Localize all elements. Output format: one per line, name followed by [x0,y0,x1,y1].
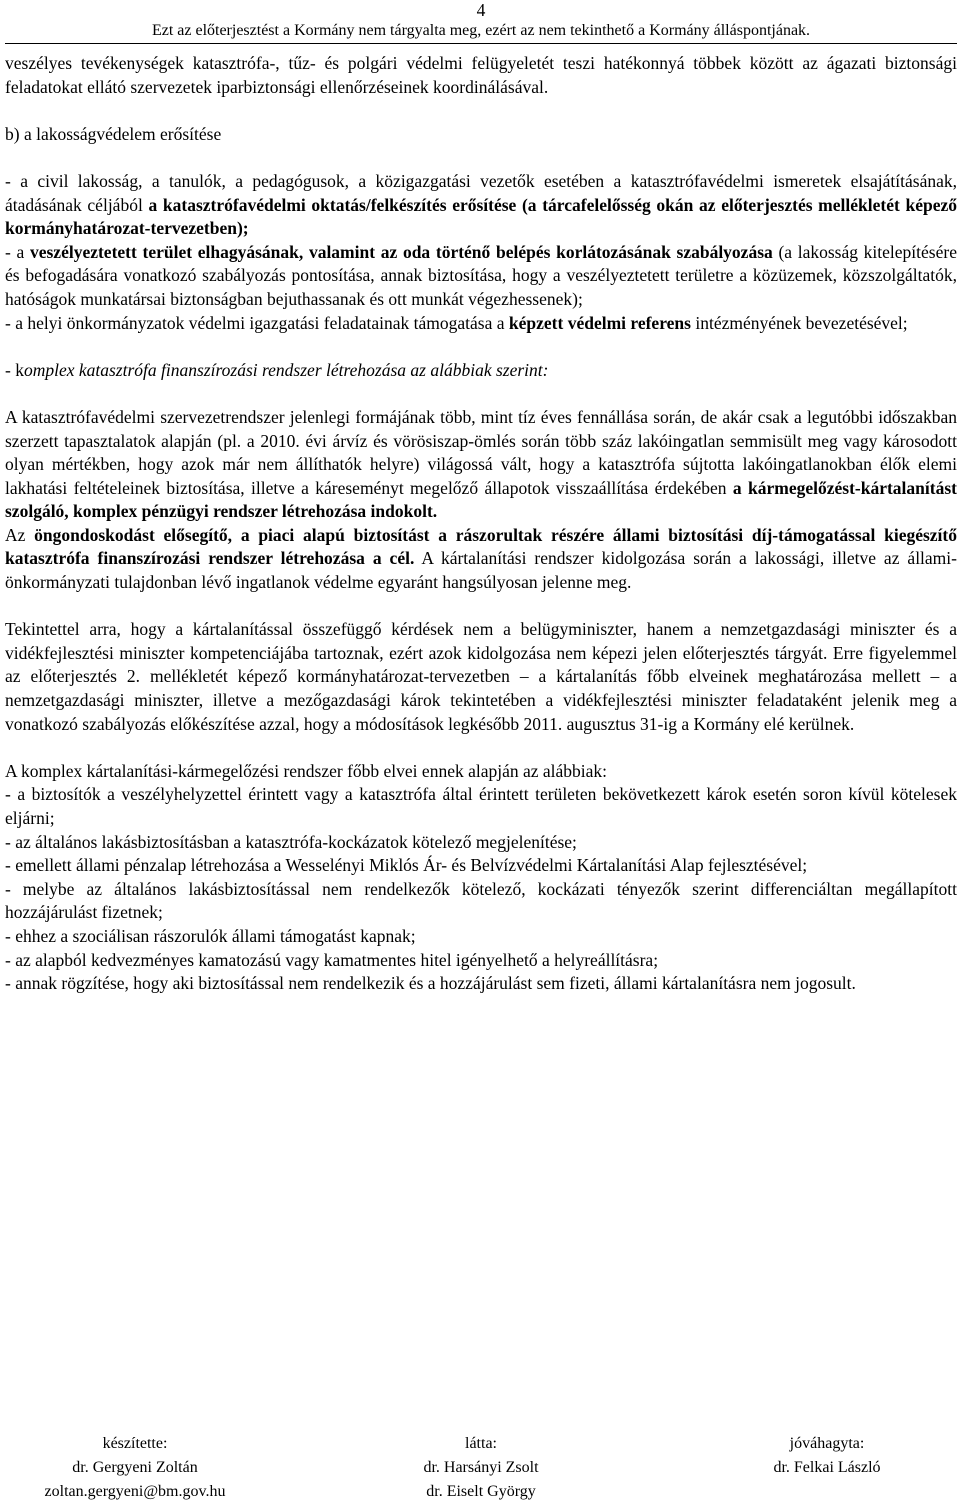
principles-list [5,783,957,995]
signature-footer [5,1432,957,1504]
list-item: - annak rögzítése, hogy aki biztosítással nem rendelkezik és a hozzájárulást sem fizeti, állami kártalanításra nem jogosult. [5,973,856,994]
paragraph-1: A katasztrófavédelmi szervezetrendszer jelenlegi formájának több, mint tíz éves fennállása során, de akár csak a legutóbbi időszakban szerzett tapasztalatok alapján (pl. a 2010. évi árvíz és vörösiszap-ömlés során több száz lakóingatlan semmisült meg vagy károsodott olyan mértékben, hogy azok már nem állíthatók helyre) világossá vált, hogy a katasztrófa sújtotta lakóingatlanokban élők elemi lakhatási feltételeinek biztosítása, illetve a káreseményt megelőző állapotok visszaállítása érdekében a kármegelőzést-kártalanítást szolgáló, komplex pénzügyi rendszer létrehozása indokolt. [5,406,957,522]
list-item: - emellett állami pénzalap létrehozása a Wesselényi Miklós Ár- és Belvízvédelmi Kártalanítási Alap fejlesztésével; [5,855,808,876]
page-number: 4 [476,0,486,20]
paragraph-2: Az öngondoskodást elősegítő, a piaci alapú biztosítást a rászorultak részére állami biztosítási díj-támogatással kiegészítő katasztrófa finanszírozási rendszer létrehozása a cél. A kártalanítási rendszer kidolgozása során a lakossági, illetve az állami-önkormányzati tulajdonban lévő ingatlanok védelme egyaránt hangsúlyosan jelenne meg. [5,524,957,593]
list-item: - az általános lakásbiztosításban a katasztrófa-kockázatok kötelező megjelenítése; [5,831,577,852]
section-b-heading: b) a lakosságvédelem erősítése [5,123,222,144]
list-item: - ehhez a szociálisan rászorulók állami támogatást kapnak; [5,925,416,946]
prepared-email: zoltan.gergyeni@bm.gov.hu [44,1483,226,1500]
prepared-name: dr. Gergyeni Zoltán [72,1459,198,1476]
approved-by [697,1432,957,1504]
seen-label: látta: [465,1435,497,1452]
list-item: - a biztosítók a veszélyhelyzettel érintett vagy a katasztrófa által érintett területen bekövetkezett károk esetén soron kívül kötelesek eljárni; [5,784,957,828]
document-page [5,0,957,996]
list-item: - az alapból kedvezményes kamatozású vagy kamatmentes hitel igényelhető a helyreállításra; [5,949,659,970]
seen-name-2: dr. Eiselt György [426,1483,536,1500]
approved-label: jóváhagyta: [789,1435,865,1452]
seen-by [351,1432,611,1504]
principles-intro: A komplex kártalanítási-kármegelőzési rendszer főbb elvei ennek alapján az alábbiak: [5,760,608,781]
list-item: - melybe az általános lakásbiztosítással nem rendelkezők kötelező, kockázati tényezők szerint differenciáltan megállapított hozzájárulást fizetnek; [5,878,957,923]
section-b-item-2: - a veszélyeztetett terület elhagyásának, valamint az oda történő belépés korlátozásának szabályozása (a lakosság kitelepítésére és befogadására vonatkozó szabályozás pontosítása, annak biztosítása, hogy a veszélyeztetett területre a közüzemek, közszolgáltatók, hatóságok munkatársai biztonságban bejuthassanak és ott munkát végezhessenek); [5,241,957,309]
header-disclaimer: Ezt az előterjesztést a Kormány nem tárgyalta meg, ezért az nem tekinthető a Kormány álláspontjának. [5,21,957,44]
finance-heading: - komplex katasztrófa finanszírozási rendszer létrehozása az alábbiak szerint: [5,359,549,380]
paragraph-3: Tekintettel arra, hogy a kártalanítással összefüggő kérdések nem a belügyminiszter, hanem a nemzetgazdasági miniszter és a vidékfejlesztési miniszter kompetenciájába tartoznak, ezért azok kidolgozása nem képezi jelen előterjesztés tárgyát. Erre figyelemmel az előterjesztés 2. mellékletét képező kormányhatározat-tervezetben – a kártalanítás főbb elveinek meghatározása mellett – a nemzetgazdasági miniszter, illetve a mezőgazdasági károk tekintetében a vidékfejlesztési miniszter feladataként jelenik meg a vonatkozó szabályozás előkészítése azzal, hogy a módosítások legkésőbb 2011. augusztus 31-ig a Kormány elé kerülnek. [5,619,957,734]
section-b-item-3: - a helyi önkormányzatok védelmi igazgatási feladatainak támogatása a képzett védelmi referens intézményének bevezetésével; [5,312,908,333]
section-b-item-1: - a civil lakosság, a tanulók, a pedagógusok, a közigazgatási vezetők esetében a katasztrófavédelmi ismeretek elsajátításának, átadásának céljából a katasztrófavédelmi oktatás/felkészítés erősítése (a tárcafelelősség okán az előterjesztés mellékletét képező kormányhatározat-tervezetben); [5,170,957,239]
seen-name-1: dr. Harsányi Zsolt [423,1459,539,1476]
approved-name: dr. Felkai László [773,1459,881,1476]
intro-paragraph: veszélyes tevékenységek katasztrófa-, tűz- és polgári védelmi felügyeletét teszi hatékonnyá többek között az ágazati biztonsági feladatokat ellátó szervezetek iparbiztonsági ellenőrzéseinek koordinálásával. [5,53,957,97]
prepared-by [5,1432,265,1504]
prepared-label: készítette: [102,1435,168,1452]
